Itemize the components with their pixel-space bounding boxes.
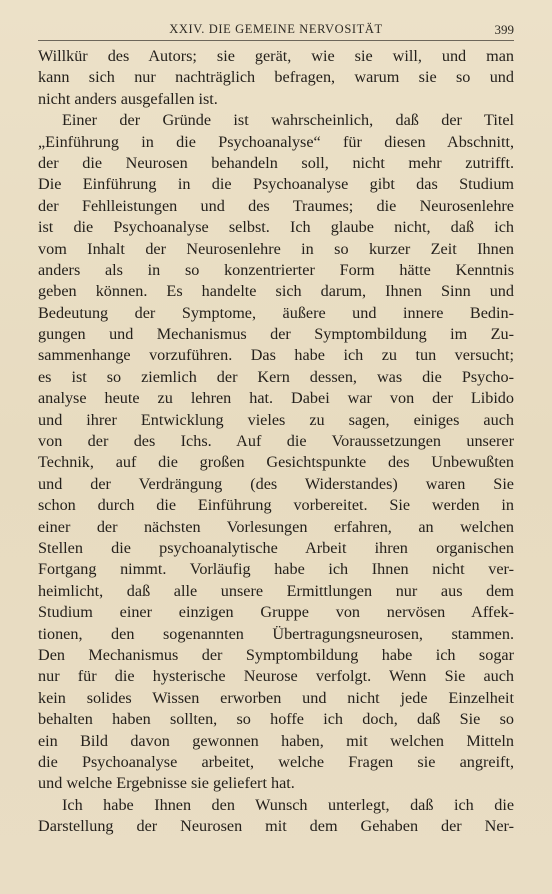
- text-line: schon durch die Einführung vorbereitet. Sie werden in: [38, 496, 514, 515]
- text-line: behalten haben sollten, so hoffe ich doch, daß Sie so: [38, 710, 514, 729]
- text-line: von der des Ichs. Auf die Voraussetzungen unserer: [38, 432, 514, 451]
- text-line: und ihrer Entwicklung vieles zu sagen, einiges auch: [38, 410, 514, 429]
- text-line: nur für die hysterische Neurose verfolgt. Wenn Sie auch: [38, 667, 514, 686]
- text-line: Den Mechanismus der Symptombildung habe ich sogar: [38, 645, 514, 664]
- text-line: vom Inhalt der Neurosenlehre in so kurzer Zeit Ihnen: [38, 239, 514, 258]
- text-line: „Einführung in die Psychoanalyse“ für diesen Abschnitt,: [38, 132, 514, 151]
- text-line: tionen, den sogenannten Übertragungsneurosen, stammen.: [38, 624, 514, 643]
- text-line: Technik, auf die großen Gesichtspunkte des Unbewußten: [38, 453, 514, 472]
- page-number: 399: [494, 22, 514, 37]
- text-line: analyse heute zu lehren hat. Dabei war von der Libido: [38, 389, 514, 408]
- running-head: [38, 22, 514, 42]
- text-line: ist die Psychoanalyse selbst. Ich glaube nicht, daß ich: [38, 218, 514, 237]
- text-line: Die Einführung in die Psychoanalyse gibt das Studium: [38, 175, 514, 194]
- text-line: Studium einer einzigen Gruppe von nervösen Affek-: [38, 603, 514, 622]
- text-line: anders als in so konzentrierter Form hätte Kenntnis: [38, 260, 514, 279]
- text-line: Ich habe Ihnen den Wunsch unterlegt, daß ich die: [62, 795, 514, 814]
- text-line: einer der nächsten Vorlesungen erfahren, an welchen: [38, 517, 514, 536]
- text-line: heimlicht, daß alle unsere Ermittlungen nur aus dem: [38, 581, 514, 600]
- text-line: Einer der Gründe ist wahrscheinlich, daß der Titel: [62, 111, 514, 130]
- text-line: ein Bild davon gewonnen haben, mit welchen Mitteln: [38, 731, 514, 750]
- text-line: kann sich nur nachträglich befragen, warum sie so und: [38, 68, 514, 87]
- chapter-title: XXIV. DIE GEMEINE NERVOSITÄT: [169, 22, 383, 36]
- text-line: es ist so ziemlich der Kern dessen, was die Psycho-: [38, 367, 514, 386]
- text-line: Fortgang nimmt. Vorläufig habe ich Ihnen nicht ver-: [38, 560, 514, 579]
- text-line: nicht anders ausgefallen ist.: [38, 89, 218, 108]
- text-line: und welche Ergebnisse sie geliefert hat.: [38, 774, 295, 793]
- text-line: sammenhange vorzuführen. Das habe ich zu tun versucht;: [38, 346, 514, 365]
- text-line: Stellen die psychoanalytische Arbeit ihren organischen: [38, 538, 514, 557]
- body-text: [38, 46, 514, 837]
- text-line: geben können. Es handelte sich darum, Ihnen Sinn und: [38, 282, 514, 301]
- text-line: Bedeutung der Symptome, äußere und innere Bedin-: [38, 303, 514, 322]
- text-line: Willkür des Autors; sie gerät, wie sie will, und man: [38, 47, 514, 65]
- header-rule: [38, 40, 514, 41]
- text-line: kein solides Wissen erworben und nicht jede Einzelheit: [38, 688, 514, 707]
- text-line: Darstellung der Neurosen mit dem Gehaben der Ner-: [38, 817, 514, 836]
- text-line: der die Neurosen behandeln soll, nicht mehr zutrifft.: [38, 153, 514, 172]
- text-line: der Fehlleistungen und des Traumes; die Neurosenlehre: [38, 196, 514, 215]
- text-line: und der Verdrängung (des Widerstandes) waren Sie: [38, 474, 514, 493]
- text-line: gungen und Mechanismus der Symptombildung im Zu-: [38, 325, 514, 344]
- text-line: die Psychoanalyse arbeitet, welche Fragen sie angreift,: [38, 752, 514, 771]
